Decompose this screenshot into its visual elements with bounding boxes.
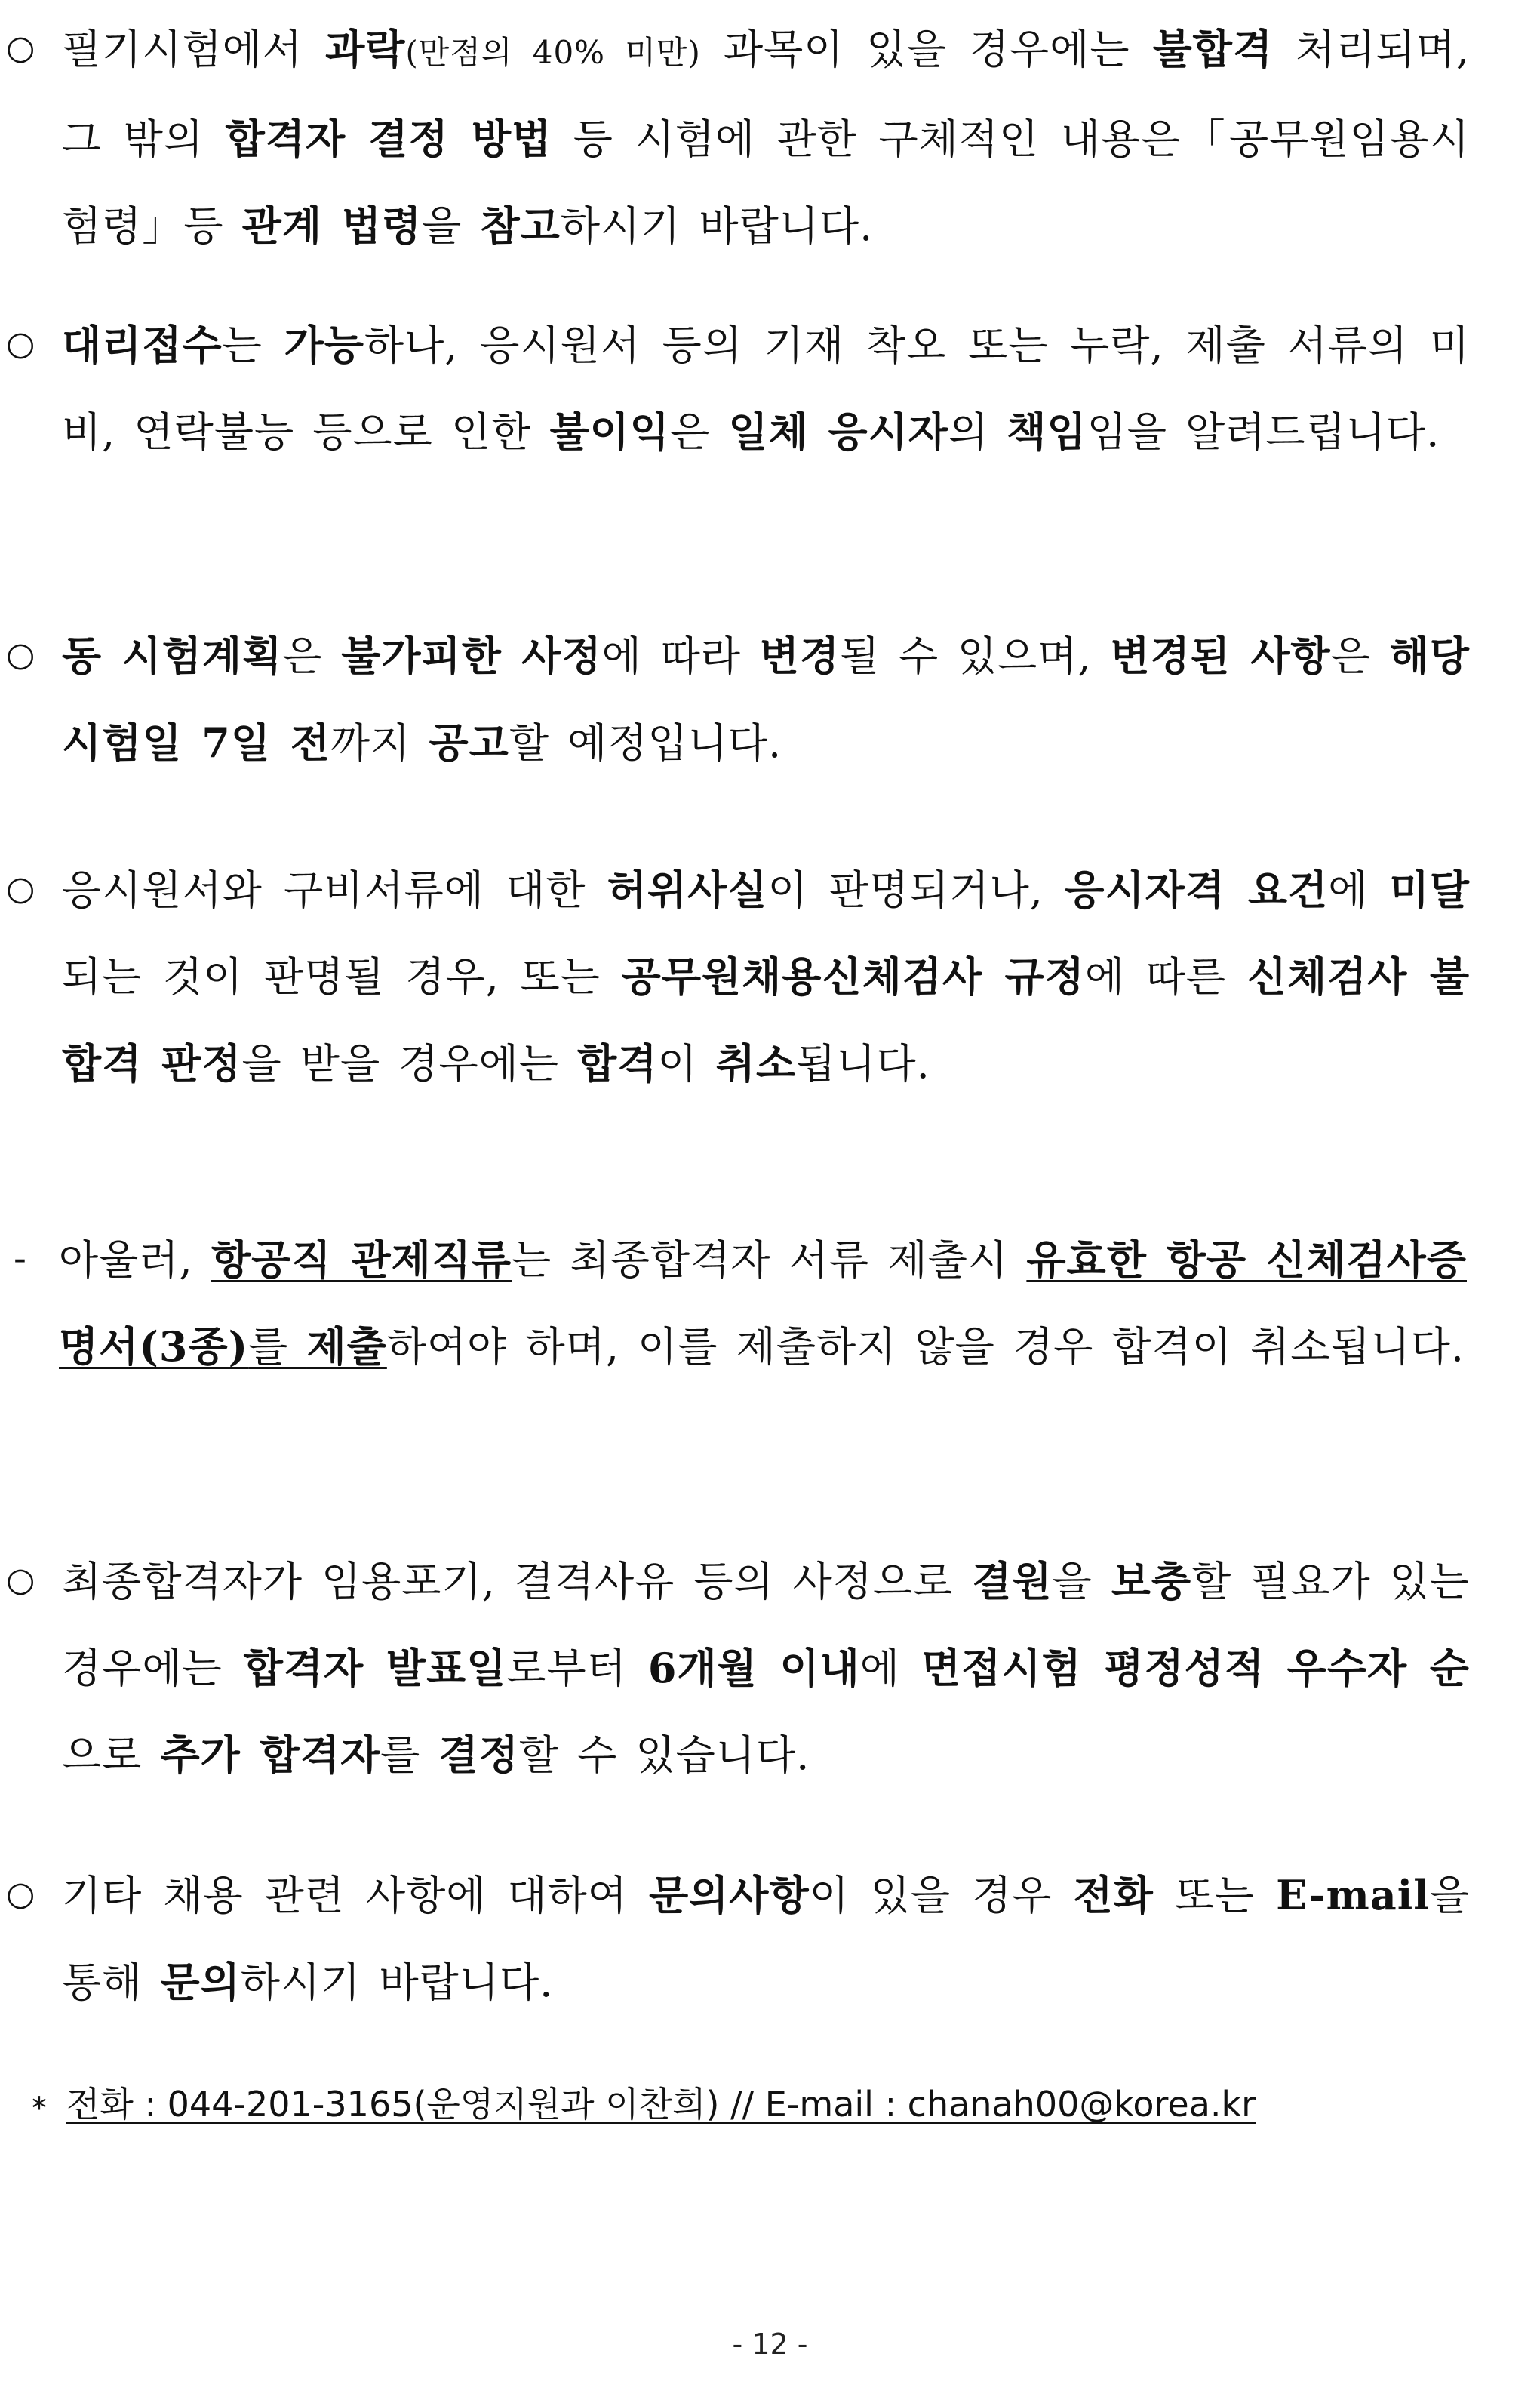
text-segment: 할 필요가 있는 경우에는 [62, 1558, 1470, 1692]
asterisk-marker: * [32, 2091, 47, 2126]
page-number: - 12 - [732, 2328, 808, 2361]
text-segment: 문의사항 [648, 1871, 810, 1919]
text-segment: 는 최종합격자 서류 제출시 [512, 1236, 1027, 1284]
text-segment: 6개월 이내 [647, 1644, 860, 1692]
text-segment: 에 따라 [601, 632, 760, 680]
text-segment: 제출 [306, 1322, 387, 1371]
text-segment: 유효한 항공 신체검사증명서(3종) [59, 1235, 1467, 1371]
text-segment: 공무원채용신체검사 규정 [621, 952, 1085, 1001]
notice-text [62, 613, 1470, 786]
text-segment: 취소 [715, 1039, 797, 1088]
text-segment: 합격자 결정 방법 [225, 115, 552, 163]
text-segment: 는 [222, 322, 284, 369]
text-segment: 변경 [759, 632, 841, 680]
text-segment: 합격 [577, 1039, 658, 1088]
text-segment: 해당 시험일 7일 전 [62, 632, 1470, 767]
text-segment: 은 [282, 632, 342, 680]
text-segment: 공고 [429, 719, 509, 767]
text-segment: 을 받을 경우에는 [241, 1040, 578, 1088]
text-segment: 필기시험에서 [62, 26, 326, 73]
text-segment: 에 [859, 1645, 921, 1692]
text-segment: 를 [248, 1323, 307, 1371]
text-segment: 하시기 바랍니다. [240, 1959, 554, 2006]
text-segment: 처리되며, 그 밖의 [62, 26, 1470, 163]
text-segment: 결원 [972, 1557, 1053, 1605]
text-segment: 합격자 발표일 [243, 1644, 507, 1692]
text-segment: 또는 [1153, 1872, 1277, 1919]
text-segment: 될 수 있으며, [840, 632, 1111, 680]
text-segment: 됩니다. [796, 1040, 930, 1088]
text-segment: 변경된 사항 [1110, 632, 1331, 680]
text-segment: 할 수 있습니다. [518, 1731, 810, 1779]
text-segment: 보충 [1111, 1557, 1192, 1605]
text-segment: 등 시험에 관한 구체적인 내용은「공무원임용시험령」등 [62, 115, 1470, 250]
text-segment: 이 [657, 1040, 716, 1088]
text-segment: 을 [422, 202, 481, 250]
text-segment: 에 따른 [1084, 953, 1247, 1001]
text-segment: 하나, 응시원서 등의 기재 착오 또는 누락, 제출 서류의 미비, 연락불능 등으로 인한 [62, 322, 1470, 456]
text-segment: 이 판명되거나, [767, 866, 1065, 914]
text-segment: 응시원서와 구비서류에 대한 [62, 866, 607, 914]
text-segment: 대리접수 [62, 321, 223, 369]
text-segment: 관계 법령 [241, 202, 423, 250]
text-segment: 은 [1330, 632, 1390, 680]
text-segment: 불이익 [549, 408, 670, 456]
text-segment: 불가피한 사정 [341, 632, 602, 680]
notice-text [62, 1852, 1470, 2026]
text-segment: 결정 [438, 1731, 519, 1779]
bullet-marker: ○ [6, 635, 35, 674]
text-segment: 되는 것이 판명될 경우, 또는 [62, 953, 622, 1001]
notice-text [62, 847, 1470, 1107]
text-segment: 가능 [284, 321, 364, 369]
text-segment: 허위사실 [607, 866, 768, 914]
text-segment: 으로 [62, 1731, 161, 1779]
text-segment: 추가 합격자 [160, 1731, 381, 1779]
text-segment: 을 통해 [62, 1872, 1470, 2006]
text-segment: 까지 [330, 719, 429, 767]
dash-marker: - [14, 1236, 26, 1280]
text-segment: 은 [669, 408, 729, 456]
bullet-marker: ○ [6, 29, 35, 67]
text-segment: (만점의 40% 미만) [405, 34, 701, 71]
text-segment: 전화 [1073, 1871, 1154, 1919]
text-segment: 신체검사 불합격 판정 [62, 952, 1471, 1088]
text-segment: 을 [1052, 1558, 1111, 1605]
text-segment: 할 예정입니다. [509, 719, 782, 767]
text-segment: 동 시험계획 [62, 632, 283, 680]
text-segment: 응시자격 요건 [1065, 866, 1329, 914]
contact-info: 전화 : 044-201-3165(운영지원과 이찬희) // E-mail : chanah00@korea.kr [66, 2084, 1256, 2125]
bullet-marker: ○ [6, 869, 35, 908]
notice-subtext [59, 1217, 1467, 1390]
text-segment: 과목이 있을 경우에는 [700, 26, 1153, 73]
text-segment: 아울러, [59, 1236, 212, 1284]
text-segment: 이 있을 경우 [809, 1872, 1074, 1919]
text-segment: 기타 채용 관련 사항에 대하여 [62, 1872, 649, 1919]
text-segment: 항공직 관제직류 [211, 1235, 512, 1284]
text-segment: 과락 [325, 25, 406, 73]
text-segment: 문의 [160, 1958, 241, 2006]
notice-text [62, 6, 1470, 269]
bullet-marker: ○ [6, 1561, 35, 1599]
bullet-marker: ○ [6, 325, 35, 363]
text-segment: 하여야 하며, 이를 제출하지 않을 경우 합격이 취소됩니다. [386, 1323, 1465, 1371]
text-segment: 임을 알려드립니다. [1087, 408, 1440, 456]
text-segment: E-mail [1276, 1871, 1430, 1919]
text-segment: 일체 응시자 [728, 408, 948, 456]
text-segment: 를 [380, 1731, 439, 1779]
text-segment: 불합격 [1152, 25, 1274, 73]
text-segment: 미달 [1389, 866, 1470, 914]
text-segment: 면접시험 평정성적 우수자 순 [921, 1644, 1470, 1692]
bullet-marker: ○ [6, 1875, 35, 1913]
notice-text [62, 1538, 1470, 1799]
text-segment: 참고 [480, 202, 561, 250]
text-segment: 책임 [1007, 408, 1087, 456]
notice-text [62, 302, 1470, 475]
text-segment: 의 [948, 408, 1007, 456]
text-segment: 에 [1328, 866, 1390, 914]
text-segment: 로부터 [506, 1645, 648, 1692]
text-segment: 하시기 바랍니다. [560, 202, 874, 250]
text-segment: 최종합격자가 임용포기, 결격사유 등의 사정으로 [62, 1558, 973, 1605]
